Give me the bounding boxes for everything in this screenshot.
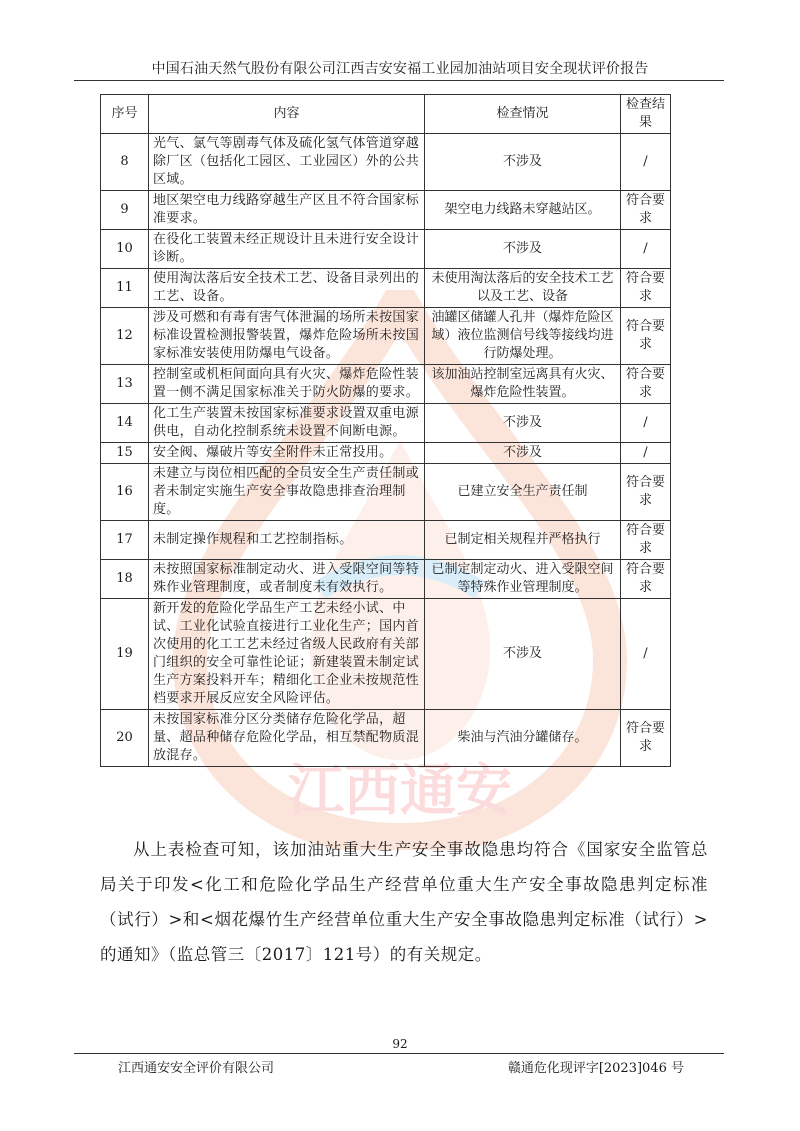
row-status: 已建立安全生产责任制 xyxy=(425,464,621,521)
hazard-check-table xyxy=(100,94,671,767)
row-result: 符合要求 xyxy=(621,308,671,365)
row-content: 未按国家标准分区分类储存危险化学品，超量、超品种储存危险化学品，相互禁配物质混放混存。 xyxy=(149,710,425,767)
table-row xyxy=(101,365,671,404)
table-row xyxy=(101,464,671,521)
footer-divider xyxy=(74,1053,724,1054)
row-content: 光气、氯气等剧毒气体及硫化氢气体管道穿越除厂区（包括化工园区、工业园区）外的公共区域。 xyxy=(149,134,425,191)
table-row xyxy=(101,308,671,365)
row-content: 在役化工装置未经正规设计且未进行安全设计诊断。 xyxy=(149,230,425,269)
header-divider xyxy=(74,80,724,81)
row-number: 8 xyxy=(101,134,149,191)
row-number: 19 xyxy=(101,599,149,710)
table-row xyxy=(101,710,671,767)
row-number: 11 xyxy=(101,269,149,308)
table-row xyxy=(101,599,671,710)
row-content: 未制定操作规程和工艺控制指标。 xyxy=(149,521,425,560)
row-content: 新开发的危险化学品生产工艺未经小试、中试、工业化试验直接进行工业化生产；国内首次使用的化工工艺未经过省级人民政府有关部门组织的安全可靠性论证；新建装置未制定试生产方案投料开车；精细化工企业未按规范性档要求开展反应安全风险评估。 xyxy=(149,599,425,710)
row-status: 已制定制定动火、进入受限空间等特殊作业管理制度。 xyxy=(425,560,621,599)
row-number: 17 xyxy=(101,521,149,560)
row-result: 符合要求 xyxy=(621,191,671,230)
row-number: 13 xyxy=(101,365,149,404)
row-status: 不涉及 xyxy=(425,443,621,464)
row-result: 符合要求 xyxy=(621,521,671,560)
table-header-row xyxy=(101,95,671,134)
row-status: 未使用淘汰落后的安全技术工艺以及工艺、设备 xyxy=(425,269,621,308)
row-result: 符合要求 xyxy=(621,710,671,767)
header-result: 检查结果 xyxy=(621,95,671,134)
row-result: / xyxy=(621,230,671,269)
row-content: 化工生产装置未按国家标准要求设置双重电源供电，自动化控制系统未设置不间断电源。 xyxy=(149,404,425,443)
row-result: / xyxy=(621,599,671,710)
row-content: 安全阀、爆破片等安全附件未正常投用。 xyxy=(149,443,425,464)
row-result: 符合要求 xyxy=(621,560,671,599)
watermark-text: 江西通安 xyxy=(288,759,512,824)
row-status: 不涉及 xyxy=(425,404,621,443)
table-row xyxy=(101,134,671,191)
row-number: 14 xyxy=(101,404,149,443)
header-status: 检查情况 xyxy=(425,95,621,134)
row-result: 符合要求 xyxy=(621,464,671,521)
row-status: 不涉及 xyxy=(425,230,621,269)
row-number: 16 xyxy=(101,464,149,521)
row-result: / xyxy=(621,404,671,443)
row-result: 符合要求 xyxy=(621,269,671,308)
row-status: 不涉及 xyxy=(425,599,621,710)
row-number: 15 xyxy=(101,443,149,464)
row-status: 已制定相关规程并严格执行 xyxy=(425,521,621,560)
report-header-title: 中国石油天然气股份有限公司江西吉安安福工业园加油站项目安全现状评价报告 xyxy=(151,61,649,77)
row-status: 架空电力线路未穿越站区。 xyxy=(425,191,621,230)
row-content: 涉及可燃和有毒有害气体泄漏的场所未按国家标准设置检测报警装置，爆炸危险场所未按国家标准安装使用防爆电气设备。 xyxy=(149,308,425,365)
row-number: 9 xyxy=(101,191,149,230)
table-row xyxy=(101,404,671,443)
row-content: 未按照国家标准制定动火、进入受限空间等特殊作业管理制度，或者制度未有效执行。 xyxy=(149,560,425,599)
table-row xyxy=(101,269,671,308)
table-row xyxy=(101,191,671,230)
row-result: 符合要求 xyxy=(621,365,671,404)
row-content: 控制室或机柜间面向具有火灾、爆炸危险性装置一侧不满足国家标准关于防火防爆的要求。 xyxy=(149,365,425,404)
row-number: 18 xyxy=(101,560,149,599)
table-row xyxy=(101,230,671,269)
header-content: 内容 xyxy=(149,95,425,134)
table-row xyxy=(101,560,671,599)
row-result: / xyxy=(621,443,671,464)
row-number: 12 xyxy=(101,308,149,365)
footer-report-no: 赣通危化现评字[2023]046 号 xyxy=(507,1061,684,1076)
row-status: 该加油站控制室远离具有火灾、爆炸危险性装置。 xyxy=(425,365,621,404)
row-status: 柴油与汽油分罐储存。 xyxy=(425,710,621,767)
row-number: 20 xyxy=(101,710,149,767)
page-number: 92 xyxy=(392,1037,408,1051)
header-no: 序号 xyxy=(101,95,149,134)
conclusion-paragraph: 从上表检查可知，该加油站重大生产安全事故隐患均符合《国家安全监管总局关于印发<化工和危险化学品生产经营单位重大生产安全事故隐患判定标准（试行）>和<烟花爆竹生产经营单位重大生产安全事故隐患判定标准（试行）>的通知》（监总管三〔2017〕121号）的有关规定。 xyxy=(100,840,708,964)
row-status: 不涉及 xyxy=(425,134,621,191)
row-number: 10 xyxy=(101,230,149,269)
row-content: 未建立与岗位相匹配的全员安全生产责任制或者未制定实施生产安全事故隐患排查治理制度。 xyxy=(149,464,425,521)
table-row xyxy=(101,521,671,560)
row-content: 地区架空电力线路穿越生产区且不符合国家标准要求。 xyxy=(149,191,425,230)
row-content: 使用淘汰落后安全技术工艺、设备目录列出的工艺、设备。 xyxy=(149,269,425,308)
footer-company: 江西通安安全评价有限公司 xyxy=(118,1061,275,1076)
row-result: / xyxy=(621,134,671,191)
row-status: 油罐区储罐人孔井（爆炸危险区域）液位监测信号线等接线均进行防爆处理。 xyxy=(425,308,621,365)
table-row xyxy=(101,443,671,464)
